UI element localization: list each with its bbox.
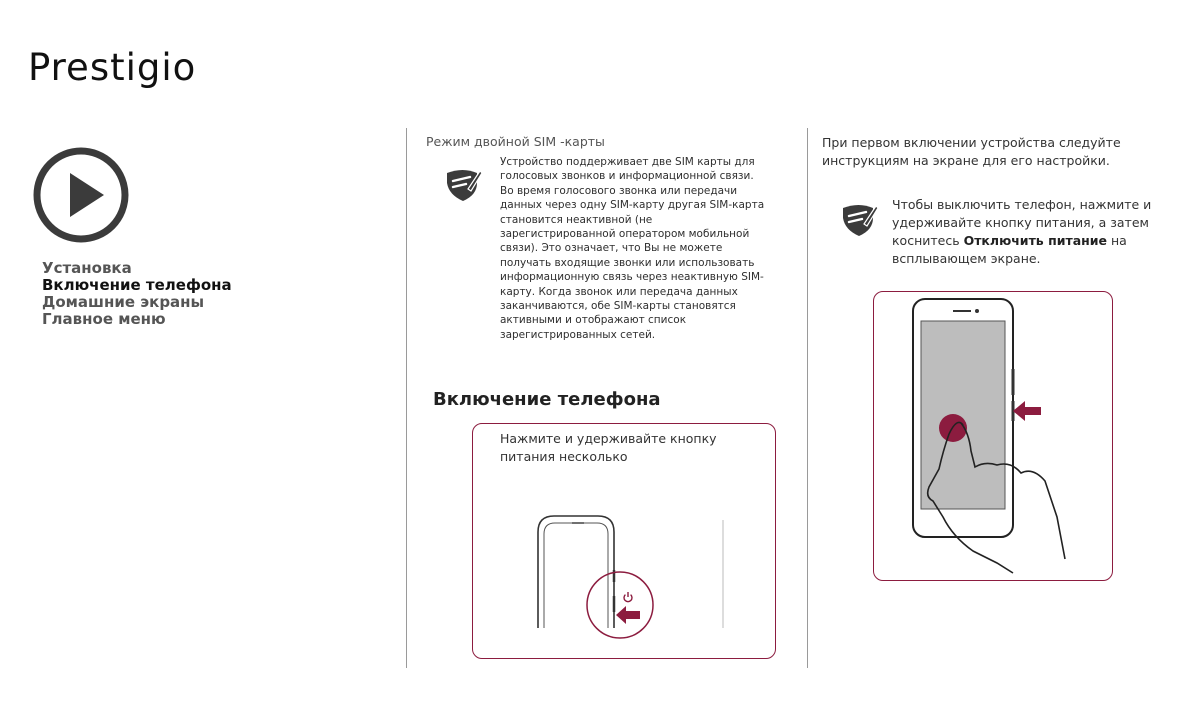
dual-sim-heading: Режим двойной SIM -карты [426, 134, 605, 149]
column-divider-right [807, 128, 808, 668]
toc-item-home-screens[interactable]: Домашние экраны [42, 293, 205, 311]
power-off-label: Отключить питание [963, 233, 1108, 248]
brand-logo: Prestigio [28, 46, 197, 89]
play-icon [32, 146, 130, 244]
power-off-text-after: на всплывающем экране. [892, 233, 1127, 266]
column-divider-left [406, 128, 407, 668]
arrow-left-icon [616, 606, 640, 624]
table-of-contents [42, 260, 232, 328]
power-off-instruction [892, 196, 1182, 268]
note-pen-icon [840, 200, 878, 238]
toc-item-main-menu[interactable]: Главное меню [42, 310, 166, 328]
setup-intro: При первом включении устройства следуйте инструкциям на экране для его настройки. [822, 135, 1121, 168]
toc-item-install[interactable]: Установка [42, 259, 132, 277]
play-button[interactable] [32, 146, 130, 244]
phone-power-off-illustration [873, 291, 1111, 579]
power-icon [622, 591, 634, 603]
toc-item-power-on[interactable]: Включение телефона [42, 276, 232, 294]
dual-sim-paragraph: Устройство поддерживает две SIM карты для голосовых звонков и информационной связи. Во время голосового звонка или передачи данных через одну SIM-карту другая SIM-карта становится неактивной (не зарегистрированной оператором мобильной связи). Это означает, что Вы не можете получать входящие звонки или использовать информационную связь через неактивную SIM-карту. Когда звонок или передача данных заканчиваются, обе SIM-карты становятся активными и отображают список зарегистрированных сетей. [500, 156, 765, 341]
phone-power-illustration [520, 510, 730, 650]
power-on-instruction: Нажмите и удерживайте кнопку питания несколько [500, 431, 717, 464]
power-off-text-before: Чтобы выключить телефон, нажмите и удерживайте кнопку питания, а затем коснитесь [892, 197, 1152, 248]
power-on-heading: Включение телефона [433, 389, 661, 410]
note-pen-icon [444, 165, 482, 203]
